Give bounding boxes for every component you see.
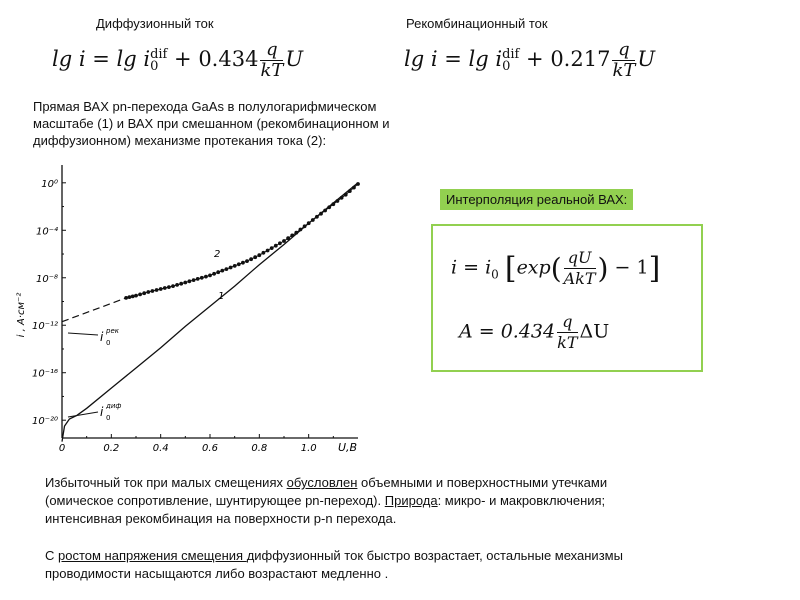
bracket-close-icon: ]	[648, 251, 661, 286]
series-2-point	[179, 282, 183, 286]
series-2-point	[257, 253, 261, 257]
interp-f2-lhs: A = 0.434	[459, 320, 556, 343]
i0-rek-annotation	[68, 327, 120, 347]
para1-line-3: интенсивная рекомбинация на поверхности p-n перехода.	[45, 511, 397, 526]
series-2-point	[196, 277, 200, 281]
i0-rek-label: i	[100, 330, 104, 344]
interp-f1-num: qU	[564, 248, 596, 269]
formula-diffusion-num: q	[260, 40, 283, 61]
series-2-point	[188, 279, 192, 283]
formula-recombination-sup: dif	[502, 46, 520, 62]
formula-recombination-sub: 0	[502, 58, 511, 74]
series-2-point	[348, 189, 352, 193]
para2-line-1	[45, 547, 765, 565]
paren-close-icon: )	[597, 252, 609, 285]
formula-recombination-coef: + 0.217	[526, 47, 611, 71]
series-2-point	[319, 212, 323, 216]
heading-diffusion: Диффузионный ток	[96, 16, 214, 31]
chart-axes	[62, 165, 358, 438]
para2-underline-voltage: ростом напряжения смещения	[58, 548, 247, 563]
interp-f1-sub: 0	[491, 267, 499, 282]
interp-f2-den: kT	[557, 333, 578, 352]
series-2-point	[183, 281, 187, 285]
y-tick-label: 10⁰	[41, 178, 58, 190]
interpolation-box	[431, 224, 703, 372]
series-2-point	[331, 202, 335, 206]
x-tick-label: 0.4	[152, 443, 169, 454]
para1-line-2	[45, 492, 765, 510]
y-tick-label: 10⁻¹²	[31, 321, 58, 333]
formula-diffusion-sup: dif	[150, 46, 168, 62]
i0-rek-sub: 0	[106, 339, 111, 347]
i0-rek-leader	[68, 333, 98, 335]
para1-text-c: объемными и поверхностными утечками	[357, 475, 608, 490]
formula-recombination	[404, 40, 655, 81]
series-2-point	[167, 285, 171, 289]
series-2-point	[274, 244, 278, 248]
paren-open-icon: (	[550, 252, 562, 285]
interp-f1-exp: exp	[516, 256, 551, 279]
series-2-point	[175, 283, 179, 287]
series-2-point	[151, 289, 155, 293]
series-2-point	[163, 286, 167, 290]
series-2-point	[171, 284, 175, 288]
series-2-point	[146, 290, 150, 294]
y-axis-label: i , А·см⁻²	[16, 292, 27, 338]
x-tick-label: 1.0	[300, 443, 317, 454]
series-2-point	[270, 246, 274, 250]
para1-underline-nature: Природа	[384, 493, 438, 508]
series-2-point	[315, 215, 319, 219]
curve-1-label: 1	[218, 291, 225, 302]
series-2-point	[299, 228, 303, 232]
series-2-point	[225, 267, 229, 271]
series-2-point	[323, 209, 327, 213]
i0-dif-label: i	[100, 405, 104, 419]
series-2-point	[200, 276, 204, 280]
series-2-point	[282, 239, 286, 243]
para1-underline-cause: обусловлен	[286, 475, 358, 490]
description-line-3: диффузионном) механизме протекания тока (2):	[33, 133, 327, 148]
interp-f2-tail: ΔU	[579, 320, 610, 343]
series-2-point	[307, 221, 311, 225]
description-line-1: Прямая ВАХ pn-перехода GaAs в полулогарифмическом	[33, 99, 377, 114]
series-2-point	[356, 182, 360, 186]
x-axis-label: U,В	[338, 441, 358, 454]
para1-line-1	[45, 474, 765, 492]
paragraph-voltage-growth	[45, 547, 765, 583]
series-2-point	[192, 278, 196, 282]
series-2-point	[208, 274, 212, 278]
para2-text-a: С	[45, 548, 58, 563]
formula-recombination-num: q	[612, 40, 635, 61]
interp-f1-den: AkT	[563, 269, 596, 288]
para2-text-c: диффузионный ток быстро возрастает, остальные механизмы	[246, 548, 623, 563]
x-tick-label: 0.8	[251, 443, 268, 454]
i0-dif-sub: 0	[106, 414, 111, 422]
series-2-point	[229, 266, 233, 270]
i0-dif-sup: диф	[106, 402, 122, 410]
series-2-point	[286, 236, 290, 240]
curve-2-label: 2	[214, 249, 221, 260]
series-2-point	[220, 269, 224, 273]
series-2-point	[138, 293, 142, 297]
para1-text-f: : микро- и макровключения;	[437, 493, 606, 508]
interpolation-label: Интерполяция реальной ВАХ:	[440, 189, 633, 210]
i0-dif-leader	[68, 412, 98, 417]
interp-f1-tail: − 1	[614, 256, 649, 279]
x-tick-label: 0.2	[103, 443, 120, 454]
series-2-point	[253, 255, 257, 259]
series-2-point	[311, 218, 315, 222]
formula-recombination-var: U	[637, 47, 656, 71]
formula-diffusion-sub: 0	[150, 58, 159, 74]
series-2-point	[204, 275, 208, 279]
series-2-point	[159, 287, 163, 291]
x-tick-label: 0	[58, 443, 66, 454]
formula-recombination-den: kT	[612, 60, 636, 81]
i0-rek-sup: рек	[106, 327, 119, 335]
series-2-point	[266, 249, 270, 253]
paragraph-excess-current	[45, 474, 765, 528]
series-2-point	[340, 196, 344, 200]
extrapolation-dashed-line	[62, 298, 126, 322]
series-2-point	[262, 251, 266, 255]
series-2-line	[126, 184, 358, 298]
i0-dif-annotation	[68, 402, 121, 422]
series-2-point	[237, 262, 241, 266]
series-2-point	[142, 291, 146, 295]
y-tick-label: 10⁻⁴	[35, 226, 58, 238]
figure-description	[33, 98, 473, 149]
series-2-point	[127, 295, 131, 299]
series-2-point	[249, 257, 253, 261]
series-2-point	[336, 199, 340, 203]
series-2-point	[131, 295, 135, 299]
para1-text-a: Избыточный ток при малых смещениях	[45, 475, 287, 490]
series-2-point	[278, 241, 282, 245]
interp-formula-a	[459, 312, 609, 353]
heading-recombination: Рекомбинационный ток	[406, 16, 548, 31]
interp-f1-lhs: i = i	[451, 256, 492, 279]
series-2-point	[303, 224, 307, 228]
formula-diffusion-lhs: lg i = lg i	[52, 47, 151, 71]
iv-chart	[0, 155, 400, 460]
description-line-2: масштабе (1) и ВАХ при смешанном (рекомбинационном и	[33, 116, 390, 131]
para2-line-2: проводимости насыщаются либо возрастают медленно .	[45, 566, 389, 581]
x-tick-label: 0.6	[202, 443, 218, 454]
formula-diffusion-var: U	[285, 47, 304, 71]
formula-recombination-lhs: lg i = lg i	[404, 47, 503, 71]
series-2-point	[212, 272, 216, 276]
series-2-point	[327, 205, 331, 209]
series-2-point	[134, 294, 138, 298]
formula-diffusion-coef: + 0.434	[174, 47, 259, 71]
y-tick-label: 10⁻⁸	[35, 273, 58, 285]
series-2-point	[352, 186, 356, 190]
bracket-open-icon: [	[504, 251, 517, 286]
series-2-point	[245, 259, 249, 263]
y-tick-label: 10⁻²⁰	[31, 416, 58, 428]
y-tick-label: 10⁻¹⁶	[31, 368, 58, 380]
formula-diffusion-den: kT	[260, 60, 284, 81]
interp-formula-current	[451, 248, 660, 289]
series-2-point	[241, 261, 245, 265]
series-2-point	[216, 270, 220, 274]
para1-text-d: (омическое сопротивление, шунтирующее pn-переход).	[45, 493, 385, 508]
series-2-point	[155, 288, 159, 292]
series-2-point	[344, 193, 348, 197]
interp-f2-num: q	[557, 312, 577, 333]
series-2-point	[233, 264, 237, 268]
series-2-point	[294, 231, 298, 235]
formula-diffusion	[52, 40, 303, 81]
series-2-point	[290, 234, 294, 238]
